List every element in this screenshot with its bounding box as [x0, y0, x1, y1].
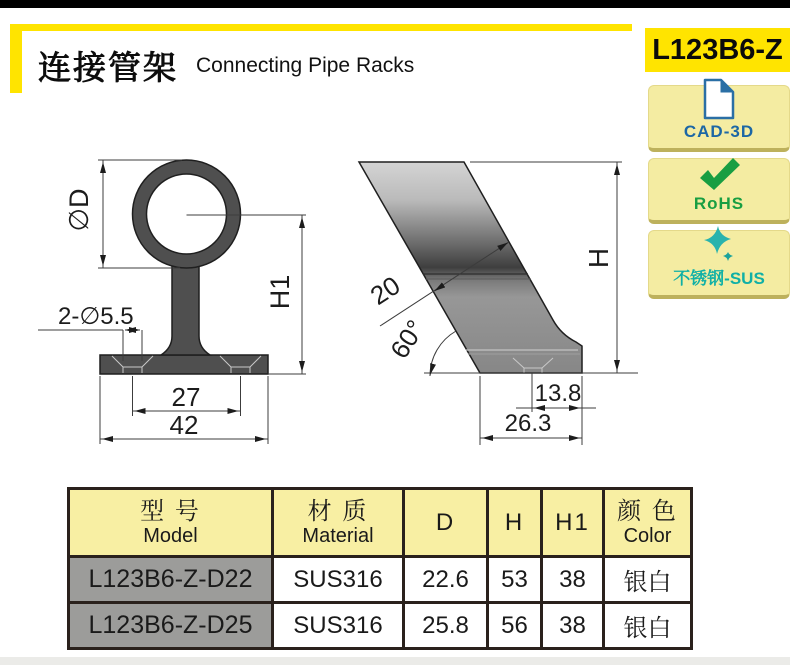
col-header-model-zh: 型 号 — [140, 497, 201, 525]
table-row — [69, 603, 692, 649]
side-view-drawing — [320, 130, 640, 460]
col-header-h1 — [542, 489, 604, 557]
col-header-h — [488, 489, 542, 557]
dim-holes-label: 2-∅5.5 — [58, 303, 134, 330]
col-header-model — [69, 489, 273, 557]
dim-depth-label: 20 — [364, 269, 406, 311]
document-icon — [702, 78, 736, 122]
col-header-d-label: D — [435, 508, 456, 536]
col-header-color-en: Color — [623, 525, 672, 548]
rohs-label: RoHS — [693, 194, 745, 213]
cell-d: 25.8 — [404, 603, 488, 649]
col-header-material-zh: 材 质 — [307, 497, 369, 525]
cell-h1: 38 — [542, 603, 604, 649]
spec-table-header-row — [69, 489, 692, 557]
part-number-badge: L123B6-Z — [645, 28, 790, 72]
yellow-accent-strip — [10, 24, 632, 31]
dim-angle-label: 60° — [384, 314, 431, 364]
cell-d: 22.6 — [404, 557, 488, 603]
cell-h1: 38 — [542, 557, 604, 603]
cad-3d-badge[interactable] — [648, 85, 790, 152]
col-header-model-en: Model — [143, 525, 198, 548]
stainless-sus-label: 不锈钢-SUS — [673, 269, 765, 288]
dim-diameter-label: ∅D — [64, 188, 94, 232]
spec-table — [67, 487, 693, 650]
dim-height1-label: H1 — [265, 274, 295, 310]
checkmark-icon — [696, 156, 742, 194]
dim-base-width-label: 42 — [169, 410, 199, 440]
cell-h: 56 — [488, 603, 542, 649]
dim-hole-spacing-label: 27 — [171, 382, 201, 412]
cell-material: SUS316 — [273, 603, 404, 649]
cad-3d-label: CAD-3D — [683, 122, 755, 141]
top-black-bar — [0, 0, 790, 8]
cell-h: 53 — [488, 557, 542, 603]
pipe-rack-front-shape — [100, 160, 268, 374]
rohs-badge[interactable] — [648, 158, 790, 224]
col-header-color-zh: 颜 色 — [617, 497, 678, 525]
dim-base-depth-label: 26.3 — [504, 410, 552, 437]
table-row — [69, 557, 692, 603]
cell-model: L123B6-Z-D22 — [69, 557, 273, 603]
col-header-h-label: H — [504, 508, 525, 536]
sparkle-icon — [700, 226, 738, 264]
page-title-chinese: 连接管架 — [38, 49, 178, 86]
col-header-material — [273, 489, 404, 557]
col-header-material-en: Material — [302, 525, 374, 548]
cell-material: SUS316 — [273, 557, 404, 603]
front-view-drawing — [30, 140, 330, 460]
bottom-gray-bar — [0, 657, 790, 665]
stainless-sus-badge[interactable] — [648, 230, 790, 299]
cell-color: 银白 — [604, 557, 692, 603]
col-header-d — [404, 489, 488, 557]
col-header-h1-label: H1 — [555, 508, 590, 536]
yellow-accent-sidebar — [10, 24, 22, 93]
col-header-color — [604, 489, 692, 557]
dim-height-label: H — [583, 247, 614, 269]
page-title-english: Connecting Pipe Racks — [196, 54, 415, 77]
cell-color: 银白 — [604, 603, 692, 649]
dim-offset-label: 13.8 — [534, 380, 582, 407]
cell-model: L123B6-Z-D25 — [69, 603, 273, 649]
